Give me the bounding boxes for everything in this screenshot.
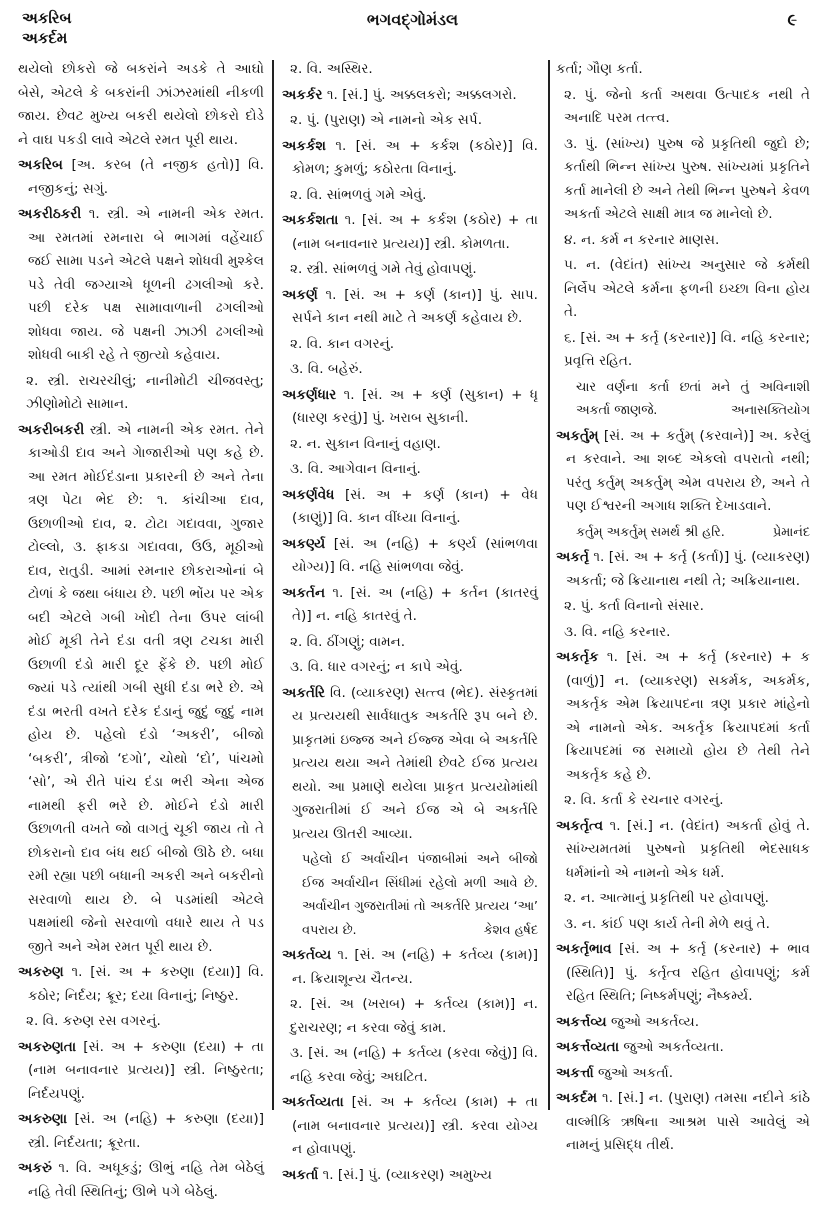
dictionary-entry xyxy=(18,1108,264,1155)
guide-word-first: અકરિબ xyxy=(22,9,72,27)
dictionary-entry xyxy=(18,1157,264,1204)
definition-text: ૪. ન. કર્મ ન કરનાર માણસ. xyxy=(564,231,720,248)
definition-text: ૧. [સં.] પું. અક્કલકરો; અક્કલગરો. xyxy=(322,86,517,103)
headword: અકરુણા xyxy=(18,1111,68,1127)
definition-text: ૨. સ્ત્રી. સાંભળવું ગમે તેવું હોવાપણું. xyxy=(290,261,477,277)
headword: અકરીઠકરી xyxy=(18,206,82,222)
headword: અકર્તૃત્વ xyxy=(556,817,604,834)
headword: અકર્તવ્યતા xyxy=(282,1094,344,1110)
headword: અકર્કશ xyxy=(282,137,327,154)
definition-text: ૩. વિ. ધાર વગરનું; ન કાપે એવું. xyxy=(290,659,463,675)
quotation xyxy=(556,521,810,545)
dictionary-entry xyxy=(282,1164,538,1188)
dictionary-entry xyxy=(282,682,538,847)
dictionary-entry xyxy=(18,1036,264,1107)
definition-text: [સં. અ + કર્તૃ (કરનાર) + ભાવ (સ્થિતિ)] પું. કર્તૃત્વ રહિત હોવાપણું; કર્મ રહિત સ્થિતિ; નિષ્કર્મપણું; નૈષ્કર્મ્ય. xyxy=(566,941,810,1004)
definition-text: જુઓ અકર્તા. xyxy=(593,1064,674,1081)
running-title: ભગવદ્ગોમંડલ xyxy=(366,10,459,29)
dictionary-entry xyxy=(556,1087,810,1158)
headword: અકર્તવ્ય xyxy=(282,947,332,963)
entry-continuation xyxy=(556,58,810,82)
headword: અકર્ણ્ય xyxy=(282,535,326,552)
entry-sense xyxy=(282,993,538,1040)
dictionary-entry xyxy=(282,284,538,331)
definition-text: ૨. વિ. કર્તા કે રચનાર વગરનું. xyxy=(564,792,724,808)
headword: અકર્ણધાર xyxy=(282,386,337,403)
page-number: ૯ xyxy=(787,10,797,29)
definition-text: ૫. ન. (વેદાંત) સાંખ્ય અનુસાર જે કર્મથી નિર્લેપ એટલે કર્મના ફળની ઇચ્છા વિના હોય તે. xyxy=(564,257,810,320)
quotation xyxy=(282,848,538,942)
dictionary-entry xyxy=(556,938,810,1009)
definition-text: [અ. કરબ (તે નજીક હતો)] વિ. નજીકનું; સગું. xyxy=(28,157,264,197)
column-divider xyxy=(548,60,550,1110)
definition-text: [સં. અ + કર્તવ્ય (કામ) + તા (નામ બનાવનાર પ્રત્યય)] સ્ત્રી. કરવા યોગ્ય ન હોવાપણું. xyxy=(292,1094,538,1157)
dictionary-entry xyxy=(282,135,538,182)
definition-text: ૧. [સં.] ન. (વેદાંત) અકર્તા હોવું તે. સાંખ્યમતમાં પુરુષનો પ્રકૃતિથી ભેદસાધક ધર્મમાંનો એ નામનો એક ધર્મ. xyxy=(566,817,810,881)
definition-text: સ્ત્રી. એ નામની એક રમત. તેને કાઓડી દાવ અને ગેાજારીઓ પણ કહે છે. આ રમત મોઈદંડાના પ્રકારની છે અને તેના ત્રણ પેટા ભેદ છે: ૧. કાંચીઆ દાવ, ઉછાળીઓ દાવ, ૨. ટોટા ગદાવવા, ગુજાર ટોલ્લો, ૩. ફાકડા ગદાવવા, ઉઉ, મૂઠીઓ દાવ, રાતુડી. આમાં રમનાર છોકરાઓનાં બે ટોળાં કે જથા બંધાય છે. પછી ભોંય પર એક બદી એટલે ગબી ખોદી તેના ઉપર લાંબી મોઈ મૂકી તેને દંડા વતી ત્રણ ટચકા મારી ઉછાળી દંડો મારી દૂર ફેંકે છે. પછી મોઈ જ્યાં પડે ત્યાંથી ગબી સુધી દંડા ભરે છે. એ દંડા ભરતી વખતે દરેક દંડાનું જુદું જુદું નામ હોય છે. પહેલો દંડો ‘અકરી’, બીજો ‘બકરી’, ત્રીજો ‘દગો’, ચોથો ‘દો’, પાંચમો ‘સો’, એ રીતે પાંચ દંડા ભરી એના એજ નામથી ફરી ભરે છે. મોઈને દંડો મારી ઉછાળતી વખતે જો વાગતું ચૂકી જાય તો તે છોકરાનો દાવ બંધ થઈ બીજો ઊઠે છે. બધા રમી રહ્યા પછી બધાની અકરી અને બકરીનો સરવાળો થાય છે. બે પડમાંથી એટલે પક્ષમાંથી જેનો સરવાળો વધારે થાય તે પડ જીતે અને એમ રમત પૂરી થાય છે. xyxy=(28,421,264,955)
column-2 xyxy=(282,58,538,1189)
definition-text: ૨. પું. (પુરાણ) એ નામનો એક સર્પ. xyxy=(290,112,483,128)
dictionary-entry xyxy=(282,944,538,991)
definition-text: જુઓ અકર્તવ્યતા. xyxy=(619,1039,724,1055)
definition-text: [સં. અ (નહિ) + કરુણા (દયા)] સ્ત્રી. નિર્દયતા; ક્રૂરતા. xyxy=(28,1111,264,1151)
dictionary-entry xyxy=(18,203,264,368)
column-1 xyxy=(18,58,264,1206)
definition-text: ૩. પું. (સાંખ્ય) પુરુષ જે પ્રકૃતિથી જુદો છે; કર્તાથી ભિન્ન સાંખ્ય પુરુષ. સાંખ્યમાં પ્રકૃતિને કર્તા માનેલી છે અને તેથી ભિન્ન પુરુષને કેવળ અકર્તા એટલે સાક્ષી માત્ર જ માનેલો છે. xyxy=(564,135,810,222)
definition-text: ૨. પું. જેનો કર્તા અથવા ઉત્પાદક નથી તે અનાદિ પરમ તત્ત્વ. xyxy=(564,86,810,126)
headword: અકર્ત્તા xyxy=(556,1064,594,1081)
definition-text: ૧. [સં. અ (નહિ) + કર્તન (કાતરવું તે)] ન. નહિ કાતરવું તે. xyxy=(292,584,538,624)
definition-text: ૩. ન. કાંઈ પણ કાર્ય તેની મેળે થવું તે. xyxy=(564,915,771,932)
dictionary-entry xyxy=(556,815,810,886)
headword: અકર્દમ xyxy=(556,1090,598,1106)
entry-sense xyxy=(282,58,538,82)
headword: અકર્ણવેધ xyxy=(282,486,335,503)
definition-text: ૩. [સં. અ (નહિ) + કર્તવ્ય (કરવા જેવું)] વિ. નહિ કરવા જેવું; અઘટિત. xyxy=(290,1045,538,1085)
definition-text: ૩. વિ. નહિ કરનાર. xyxy=(564,623,671,640)
entry-sense xyxy=(282,258,538,282)
headword: અકર્તા xyxy=(282,1166,319,1183)
quotation-source: અનાસક્તિયોગ xyxy=(731,403,810,418)
entry-sense xyxy=(282,184,538,208)
definition-text: કર્તા; ગૌણ કર્તા. xyxy=(556,61,643,77)
definition-text: ૧. સ્ત્રી. એ નામની એક રમત. આ રમતમાં રમનારા બે ભાગમાં વહેંચાઈ જઈ સામા પડને એટલે પક્ષને શોધવી મુશ્કેલ પડે તેવી જગ્યાએ ધૂળની ઢગલીઓ કરે. પછી દરેક પક્ષ સામાવાળાની ઢગલીઓ શોધવા જાય. જે પક્ષની ઝાઝી ઢગલીઓ શોધવી બાકી રહે તે જીત્યો કહેવાય. xyxy=(28,206,264,363)
entry-sense xyxy=(282,656,538,680)
definition-text: ૧. [સં. અ (નહિ) + કર્તવ્ય (કામ)] ન. ક્રિયાશૂન્ય ચૈતન્ય. xyxy=(292,947,538,987)
guide-word-last: અકર્દમ xyxy=(22,29,68,47)
column-divider xyxy=(272,60,274,1110)
headword: અકર્તૃભાવ xyxy=(556,941,612,957)
entry-sense xyxy=(556,327,810,374)
definition-text: ૨. સ્ત્રી. રાચરચીલું; નાનીમોટી ચીજવસ્તુ; ઝીણોમોટો સામાન. xyxy=(26,372,264,412)
quotation-source: કેશવ હર્ષદ xyxy=(483,922,538,938)
dictionary-entry xyxy=(556,646,810,787)
definition-text: ૧. [સં. અ + કર્ણ (સુકાન) + ધૃ (ધારણ કરવું)] પું. ખરાબ સુકાની. xyxy=(292,386,538,426)
definition-text: ૧. [સં. અ + કર્તૃ (કરનાર) + ક (વાળું)] ન. (વ્યાકરણ) સકર્મક, અકર્મક, અકર્તૃક એમ ક્રિયાપદના ત્રણ પ્રકાર માંહેનો એ નામનો એક. અકર્તૃક ક્રિયાપદમાં કર્તા ક્રિયાપદમાં જ સમાયો હોય છે તેથી તેને અકર્તૃક કહે છે. xyxy=(566,649,810,783)
headword: અકરિબ xyxy=(18,157,63,173)
dictionary-entry xyxy=(556,546,810,593)
definition-text: ૧. [સં.] પું. (વ્યાકરણ) અમુખ્ય xyxy=(318,1166,493,1183)
headword: અકર્તૃક xyxy=(556,649,599,665)
definition-text: [સં. અ + કર્ણ (કાન) + વેધ (કાણું)] વિ. કાન વીંધ્યા વિનાનું. xyxy=(292,486,538,526)
definition-text: ૧. [સં. અ + કર્ણ (કાન)] પું. સાપ. સર્પને કાન નથી માટે તે અકર્ણ કહેવાય છે. xyxy=(292,286,538,326)
entry-sense xyxy=(18,1010,264,1034)
headword: અકર્તરિ xyxy=(282,684,326,701)
definition-text: ૨. વિ. ઠીંગણું; વામન. xyxy=(290,633,406,650)
headword: અકર્ત્તવ્યતા xyxy=(556,1039,620,1055)
dictionary-entry xyxy=(556,1011,810,1035)
dictionary-entry xyxy=(556,425,810,519)
quotation-text: પહેલો ઈ અર્વાચીન પંજાબીમાં અને બીજો ઈજ અર્વાચીન સિંધીમાં રહેલો મળી આવે છે. અર્વાચીન ગુજરાતીમાં તો અકર્તરિ પ્રત્યય ‘આ’ વપરાય છે. xyxy=(302,852,538,938)
headword: અકરું xyxy=(18,1160,52,1176)
definition-text: ૧. વિ. અધૂકડું; ઊભું નહિ તેમ બેઠેલું નહિ તેવી સ્થિતિનું; ઊભે પગે બેઠેલું. xyxy=(28,1160,264,1200)
entry-sense xyxy=(556,913,810,937)
quotation-source: પ્રેમાનંદ xyxy=(772,524,810,540)
entry-sense xyxy=(556,621,810,645)
entry-continuation xyxy=(18,58,264,152)
definition-text: ૧. [સં. અ + કર્તૃ (કર્તા)] પું. (વ્યાકરણ) અકર્તા; જે ક્રિયાનાથ નથી તે; અક્રિયાનાથ. xyxy=(566,549,810,589)
entry-sense xyxy=(18,370,264,417)
definition-text: [સં. અ + કરુણા (દયા) + તા (નામ બનાવનાર પ્રત્યય)] સ્ત્રી. નિષ્ઠુરતા; નિર્દયપણું. xyxy=(28,1038,264,1102)
headword: અકર્કર xyxy=(282,86,323,103)
headword: અકરીબકરી xyxy=(18,421,85,438)
entry-sense xyxy=(556,229,810,253)
dictionary-entry xyxy=(556,1036,810,1060)
entry-sense xyxy=(556,789,810,813)
entry-sense xyxy=(556,254,810,325)
dictionary-entry xyxy=(18,154,264,201)
entry-sense xyxy=(282,333,538,357)
dictionary-entry xyxy=(18,961,264,1008)
definition-text: ૨. વિ. અસ્થિર. xyxy=(290,61,373,77)
definition-text: ૩. વિ. બહેરું. xyxy=(290,361,363,377)
quotation xyxy=(556,376,810,423)
definition-text: ૨. વિ. કરુણ રસ વગરનું. xyxy=(26,1013,161,1029)
headword: અકરુણ xyxy=(18,964,64,980)
dictionary-entry xyxy=(18,419,264,960)
definition-text: ૨. ન. સુકાન વિનાનું વહાણ. xyxy=(290,435,441,452)
entry-sense xyxy=(556,84,810,131)
headword: અકરુણતા xyxy=(18,1038,77,1055)
definition-text: ૨. ન. આત્માનું પ્રકૃતિથી પર હોવાપણું. xyxy=(564,890,769,906)
entry-sense xyxy=(282,358,538,382)
dictionary-entry xyxy=(282,484,538,531)
entry-sense xyxy=(282,458,538,482)
definition-text: ૩. વિ. આગેવાન વિનાનું. xyxy=(290,461,421,477)
headword: અકર્ણ xyxy=(282,286,318,303)
definition-text: ૧. [સં. અ + કર્કશ (કઠોર) + તા (નામ બનાવનાર પ્રત્યય)] સ્ત્રી. કોમળતા. xyxy=(292,212,538,252)
definition-text: [સં. અ (નહિ) + કર્ણ્ય (સાંભળવા યોગ્ય)] વિ. નહિ સાંભળવા જેવું. xyxy=(292,535,538,575)
entry-sense xyxy=(556,887,810,911)
definition-text: ૬. [સં. અ + કર્તૃ (કરનાર)] વિ. નહિ કરનાર; પ્રવૃત્તિ રહિત. xyxy=(564,329,810,369)
headword: અકર્ત્તવ્ય xyxy=(556,1013,607,1030)
definition-text: ૨. વિ. કાન વગરનું. xyxy=(290,335,395,352)
dictionary-entry xyxy=(282,384,538,431)
definition-text: ૧. [સં. અ + કર્કશ (કઠોર)] વિ. કોમળ; કુમળું; કઠોરતા વિનાનું. xyxy=(292,137,538,177)
dictionary-entry xyxy=(556,1062,810,1086)
entry-sense xyxy=(282,433,538,457)
quotation-text: કર્તુમ્ અકર્તુમ્ સમર્થ શ્રી હરિ. xyxy=(576,524,725,540)
definition-text: ૨. પું. કર્તા વિનાનો સંસાર. xyxy=(564,598,704,614)
dictionary-entry xyxy=(282,209,538,256)
entry-sense xyxy=(282,1042,538,1089)
dictionary-entry xyxy=(282,1091,538,1162)
headword: અકર્કશતા xyxy=(282,212,339,228)
headword: અકર્તન xyxy=(282,584,326,601)
headword: અકર્તુમ્ xyxy=(556,427,599,444)
definition-text: ૧. [સં. અ + કરુણા (દયા)] વિ. કઠોર; નિર્દય; ક્રૂર; દયા વિનાનું; નિષ્ઠુર. xyxy=(28,964,264,1004)
dictionary-entry xyxy=(282,84,538,108)
entry-sense xyxy=(556,595,810,619)
definition-text: વિ. (વ્યાકરણ) સત્ત્વ (ભેદ). સંસ્કૃતમાં ય પ્રત્યયથી સાર્વધાતુક અકર્તરિ રૂપ બને છે. પ્રાકૃતમાં ઇજ્જ અને ઈજ્જ એવા બે અકર્તરિ પ્રત્યય થયા અને તેમાંથી છેવટે ઈજ પ્રત્યય થયો. આ પ્રમાણે થયેલા પ્રાકૃત પ્રત્યયોમાંથી ગુજરાતીમાં ઈ અને ઈજ એ બે અકર્તરિ પ્રત્યય ઊતરી આવ્યા. xyxy=(292,684,538,842)
definition-text: ૨. [સં. અ (ખરાબ) + કર્તવ્ય (કામ)] ન. દુરાચરણ; ન કરવા જેવું કામ. xyxy=(290,996,538,1036)
dictionary-entry xyxy=(282,533,538,580)
quotation-text: ચાર વર્ણના કર્તા છતાં મને તું અવિનાશી અકર્તા જાણજે. xyxy=(576,379,810,418)
entry-sense xyxy=(282,109,538,133)
column-3 xyxy=(556,58,810,1160)
definition-text: ૧. [સં.] ન. (પુરાણ) તમસા નદીને કાંઠે વાલ્મીકિ ઋષિના આશ્રમ પાસે આવેલું એ નામનું પ્રસિદ્ધ તીર્થ. xyxy=(566,1090,810,1153)
headword: અકર્તૃ xyxy=(556,549,589,565)
dictionary-entry xyxy=(282,582,538,629)
entry-sense xyxy=(556,133,810,227)
definition-text: [સં. અ + કર્તુમ્ (કરવાને)] અ. કરેલું ન કરવાને. આ શબ્દ એકલો વપરાતો નથી; પરંતુ કર્તુમ્ અકર્તુમ્ એમ વપરાય છે, અને તે પણ ઈશ્વરની અગાધ શક્તિ દેખાડવાને. xyxy=(566,427,810,514)
definition-text: થયેલો છોકરો જે બકરાંને અડકે તે આઘો બેસે, એટલે કે બકરાંની ઝાંઝરમાંથી નીકળી જાય. છેવટ મુખ્ય બકરી થયેલો છોકરો દોડે ને વાઘ પકડી લાવે એટલે રમત પૂરી થાય. xyxy=(18,61,264,148)
entry-sense xyxy=(282,631,538,655)
definition-text: ૨. વિ. સાંભળવું ગમે એવું. xyxy=(290,186,427,203)
definition-text: જુઓ અકર્તવ્ય. xyxy=(606,1013,700,1030)
